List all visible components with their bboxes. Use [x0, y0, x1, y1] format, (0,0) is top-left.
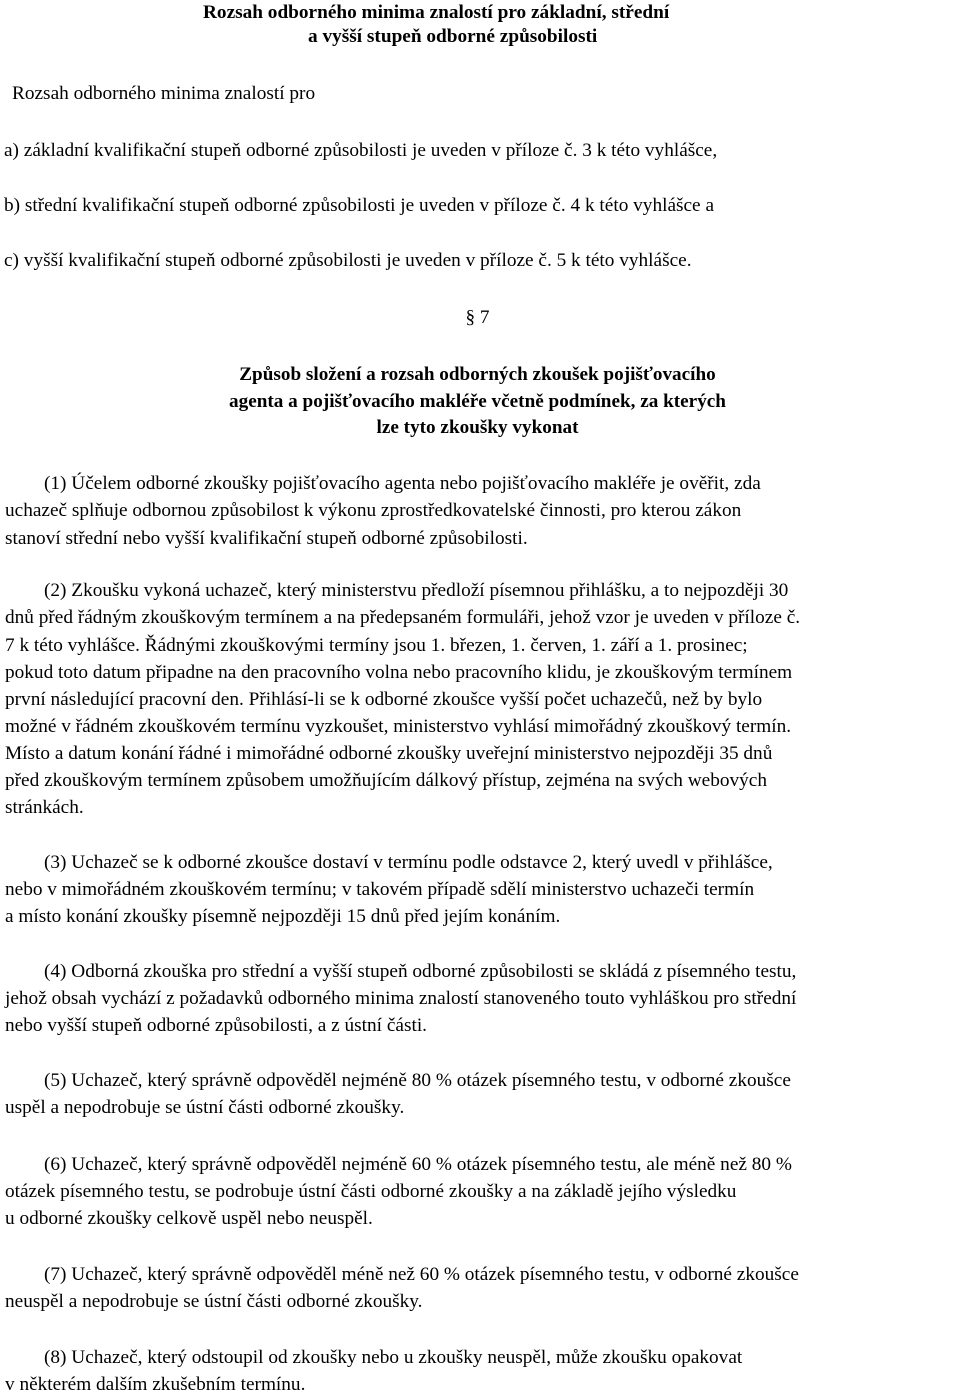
- paragraph-line: Místo a datum konání řádné i mimořádné odborné zkoušky uveřejní ministerstvo nejpozději 35 dnů: [5, 743, 773, 764]
- intro-item-b: b) střední kvalifikační stupeň odborné způsobilosti je uveden v příloze č. 4 k této vyhlášce a: [4, 195, 714, 216]
- paragraph-line: uchazeč splňuje odbornou způsobilost k výkonu zprostředkovatelské činnosti, pro kterou zákon: [5, 500, 742, 521]
- paragraph-line: (1) Účelem odborné zkoušky pojišťovacího agenta nebo pojišťovacího makléře je ověřit, zda: [44, 473, 761, 494]
- intro-item-c: c) vyšší kvalifikační stupeň odborné způsobilosti je uveden v příloze č. 5 k této vyhlášce.: [4, 250, 692, 271]
- paragraph-line: (7) Uchazeč, který správně odpověděl méně než 60 % otázek písemného testu, v odborné zkoušce: [44, 1264, 799, 1285]
- paragraph-line: (2) Zkoušku vykoná uchazeč, který ministerstvu předloží písemnou přihlášku, a to nejpozději 30: [44, 580, 789, 601]
- annex-heading-line-2: a vyšší stupeň odborné způsobilosti: [308, 26, 598, 47]
- intro-item-a: a) základní kvalifikační stupeň odborné způsobilosti je uveden v příloze č. 3 k této vyhlášce,: [4, 140, 718, 161]
- paragraph-line: (4) Odborná zkouška pro střední a vyšší stupeň odborné způsobilosti se skládá z písemného testu,: [44, 961, 797, 982]
- paragraph-line: jehož obsah vychází z požadavků odborného minima znalostí stanoveného touto vyhláškou pro střední: [5, 988, 797, 1009]
- paragraph-line: pokud toto datum připadne na den pracovního volna nebo pracovního klidu, je zkouškovým termínem: [5, 662, 793, 683]
- paragraph-line: uspěl a nepodrobuje se ústní části odborné zkoušky.: [5, 1097, 405, 1118]
- paragraph-line: (6) Uchazeč, který správně odpověděl nejméně 60 % otázek písemného testu, ale méně než 80 %: [44, 1154, 792, 1175]
- paragraph-line: otázek písemného testu, se podrobuje ústní části odborné zkoušky a na základě jejího výsledku: [5, 1181, 737, 1202]
- paragraph-line: stanoví střední nebo vyšší kvalifikační stupeň odborné způsobilosti.: [5, 528, 528, 549]
- paragraph-line: možné v řádném zkouškovém termínu vyzkoušet, ministerstvo vyhlásí mimořádný zkouškový termín.: [5, 716, 792, 737]
- paragraph-line: 7 k této vyhlášce. Řádnými zkouškovými termíny jsou 1. březen, 1. červen, 1. září a 1. prosinec;: [5, 635, 748, 656]
- paragraph-line: stránkách.: [5, 797, 84, 818]
- paragraph-line: před zkouškovým termínem způsobem umožňujícím dálkový přístup, zejména na svých webových: [5, 770, 767, 791]
- section-title-line-2: agenta a pojišťovacího makléře včetně podmínek, za kterých: [229, 391, 726, 412]
- section-title-line-3: lze tyto zkoušky vykonat: [376, 417, 579, 438]
- paragraph-line: (3) Uchazeč se k odborné zkoušce dostaví v termínu podle odstavce 2, který uvedl v přihlášce,: [44, 852, 773, 873]
- paragraph-line: (5) Uchazeč, který správně odpověděl nejméně 80 % otázek písemného testu, v odborné zkoušce: [44, 1070, 791, 1091]
- section-title-line-1: Způsob složení a rozsah odborných zkoušek pojišťovacího: [239, 364, 716, 385]
- paragraph-line: dnů před řádným zkouškovým termínem a na předepsaném formuláři, jehož vzor je uveden v příloze č.: [5, 607, 801, 628]
- paragraph-line: a místo konání zkoušky písemně nejpozději 15 dnů před jejím konáním.: [5, 906, 561, 927]
- paragraph-line: neuspěl a nepodrobuje se ústní části odborné zkoušky.: [5, 1291, 423, 1312]
- paragraph-line: první následující pracovní den. Přihlásí-li se k odborné zkoušce vyšší počet uchazečů, než by bylo: [5, 689, 763, 710]
- paragraph-line: u odborné zkoušky celkově uspěl nebo neuspěl.: [5, 1208, 373, 1229]
- paragraph-line: nebo v mimořádném zkouškovém termínu; v takovém případě sdělí ministerstvo uchazeči termín: [5, 879, 755, 900]
- annex-heading-line-1: Rozsah odborného minima znalostí pro základní, střední: [203, 2, 670, 23]
- paragraph-line: nebo vyšší stupeň odborné způsobilosti, a z ústní části.: [5, 1015, 427, 1036]
- intro-lead: Rozsah odborného minima znalostí pro: [12, 83, 316, 104]
- section-number: § 7: [465, 307, 490, 328]
- paragraph-line: v některém dalším zkušebním termínu.: [5, 1374, 306, 1395]
- paragraph-line: (8) Uchazeč, který odstoupil od zkoušky nebo u zkoušky neuspěl, může zkoušku opakovat: [44, 1347, 743, 1368]
